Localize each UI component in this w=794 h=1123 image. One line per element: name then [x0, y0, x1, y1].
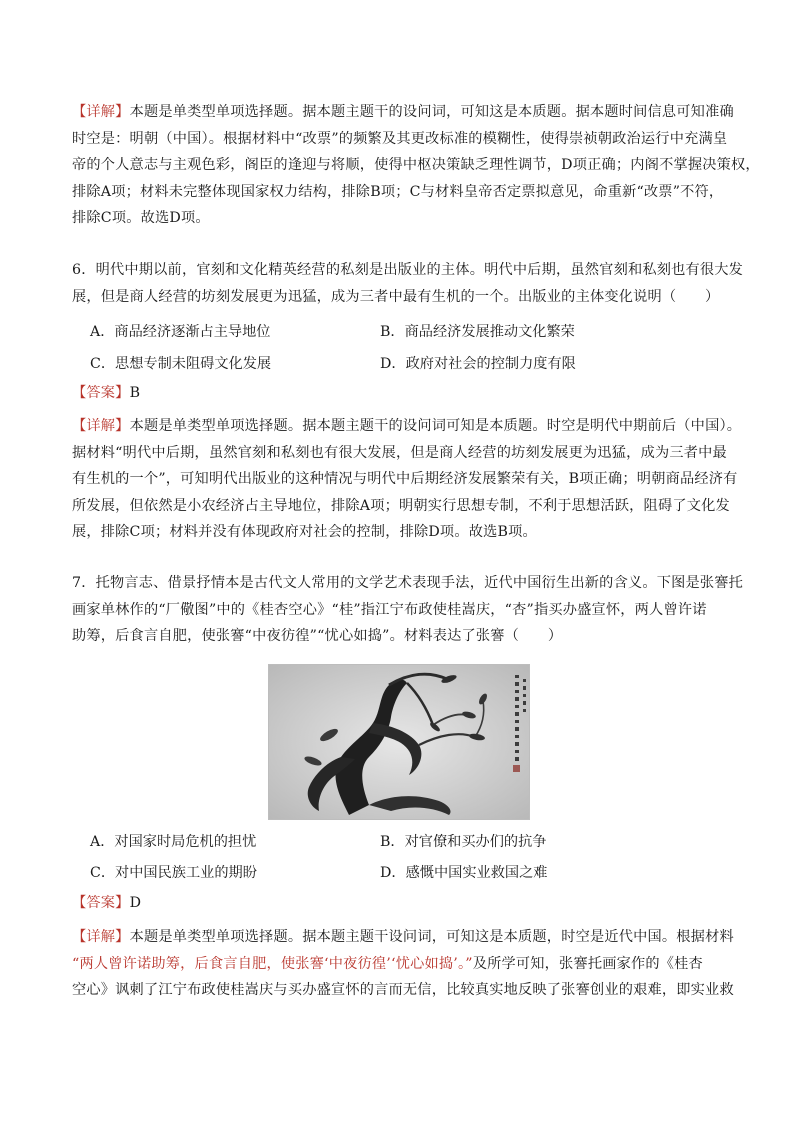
q7-stem: [72, 570, 744, 650]
q6-option-a: A．商品经济逐渐占主导地位: [90, 324, 271, 340]
q6-answer-value: B: [129, 385, 141, 401]
q6-detail-line: 本题是单类型单项选择题。据本题主题干的设问词可知是本质题。时空是明代中期前后（中国）。: [129, 418, 742, 434]
q7-stem-line: 画家单林作的“厂儆图”中的《桂杏空心》“桂”指江宁布政使桂嵩庆，“杏”指买办盛宣怀，两人曾许诺: [72, 601, 707, 618]
q7-option-b: B．对官僚和买办们的抗争: [380, 834, 547, 850]
q7-stem-line: 助筹，后食言自肥，使张謇“中夜彷徨”“忧心如捣”。材料表达了张謇（ ）: [72, 628, 563, 644]
q5-detail-line: 帝的个人意志与主观色彩，阁臣的逢迎与将顺，使得中枢决策缺乏理性调节，D项正确；内阁不掌握决策权，: [72, 157, 760, 173]
q6-option-c: C．思想专制未阻碍文化发展: [90, 356, 272, 372]
q5-detail-line: 排除C项。故选D项。: [72, 210, 210, 226]
q6-detail-line: 展，排除C项；材料并没有体现政府对社会的控制，排除D项。故选B项。: [72, 524, 537, 540]
q7-option-a: A．对国家时局危机的担忧: [90, 834, 257, 850]
q5-detail-line: 时空是：明朝（中国）。根据材料中“改票”的频繁及其更改标准的模糊性，使得崇祯朝政治运行中充满皇: [72, 130, 728, 147]
q5-detail-line: 本题是单类型单项选择题。据本题主题干的设问词，可知这是本质题。据本题时间信息可知准确: [129, 104, 734, 120]
q5-detail-line: 排除A项；材料未完整体现国家权力结构，排除B项；C与材料皇帝否定票拟意见，命重新“改票”不符，: [72, 183, 724, 200]
q6-detail-line: 有生机的一个”，可知明代出版业的这种情况与明代中后期经济发展繁荣有关，B项正确；明朝商品经济有: [72, 471, 738, 487]
q7-answer-value: D: [129, 895, 142, 911]
q6-stem-line: 展，但是商人经营的坊刻发展更为迅猛，成为三者中最有生机的一个。出版业的主体变化说明（ ）: [72, 288, 720, 305]
q7-detail-quote: “两人曾许诺助筹，后食言自肥，使张謇‘中夜彷徨’‘忧心如捣’。”: [72, 955, 473, 972]
q7-detail-line: 及所学可知，张謇托画家作的《桂杏: [472, 955, 703, 972]
q6-stem: [72, 257, 744, 310]
ink-painting-image: [268, 664, 530, 820]
q5-detail: [72, 99, 760, 232]
q7-detail: [72, 924, 734, 1004]
q6-detail-line: 所发展，但依然是小农经济占主导地位，排除A项；明朝实行思想专制，不利于思想活跃，阻碍了文化发: [72, 497, 730, 514]
q7-option-d: D．感慨中国实业救国之难: [380, 865, 548, 881]
q6-detail-line: 据材料“明代中后期，虽然官刻和私刻也有很大发展，但是商人经营的坊刻发展更为迅猛，成为三者中最: [72, 444, 727, 461]
q7-answer: [72, 890, 722, 917]
q7-stem-line: 7．托物言志、借景抒情本是古代文人常用的文学艺术表现手法，近代中国衍生出新的含义。下图是张謇托: [72, 575, 744, 591]
answer-tag: 【答案】: [72, 895, 130, 911]
q6-option-b: B．商品经济发展推动文化繁荣: [380, 324, 575, 340]
detail-tag: 【详解】: [72, 418, 130, 434]
q6-option-d: D．政府对社会的控制力度有限: [380, 356, 576, 372]
q6-detail: [72, 413, 742, 546]
q7-detail-line: 空心》讽刺了江宁布政使桂嵩庆与买办盛宣怀的言而无信，比较真实地反映了张謇创业的艰难，即实业救: [72, 982, 734, 998]
q6-answer: [72, 380, 722, 407]
q7-option-c: C．对中国民族工业的期盼: [90, 865, 257, 881]
q7-detail-line: 本题是单类型单项选择题。据本题主题干设问词，可知这是本质题，时空是近代中国。根据材料: [129, 929, 734, 945]
answer-tag: 【答案】: [72, 385, 130, 401]
detail-tag: 【详解】: [72, 104, 130, 120]
q6-stem-line: 6．明代中期以前，官刻和文化精英经营的私刻是出版业的主体。明代中后期，虽然官刻和私刻也有很大发: [72, 262, 744, 278]
detail-tag: 【详解】: [72, 929, 130, 945]
